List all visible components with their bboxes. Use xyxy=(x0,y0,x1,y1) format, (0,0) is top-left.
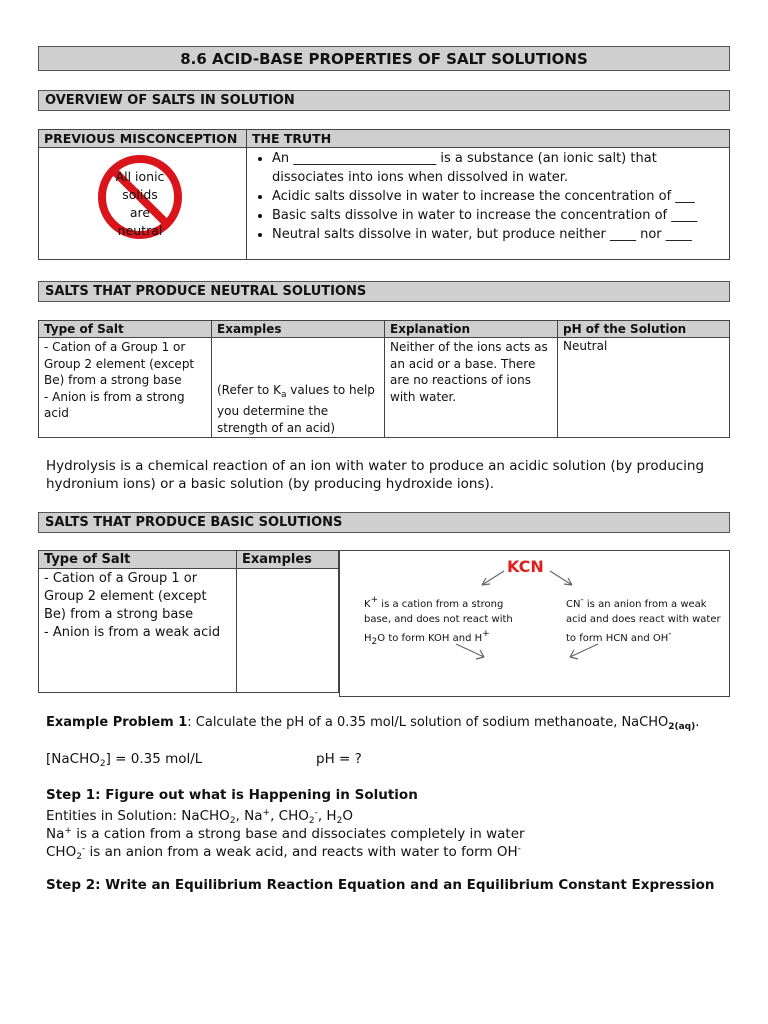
page-title: 8.6 ACID-BASE PROPERTIES OF SALT SOLUTIONS xyxy=(38,46,730,71)
given-concentration xyxy=(46,750,202,773)
examples-cell xyxy=(237,569,339,693)
col-header-examples: Examples xyxy=(237,551,339,569)
col-header-truth: THE TRUTH xyxy=(247,130,730,148)
col-header-explanation: Explanation xyxy=(385,321,558,338)
kcn-sup: - xyxy=(580,595,584,605)
arrow-left-down xyxy=(482,571,504,585)
kcn-sup: - xyxy=(668,629,672,639)
col-header-type: Type of Salt xyxy=(39,321,212,338)
examples-note: (Refer to K xyxy=(217,382,281,397)
examples-note: values to help you determine the strength of an acid) xyxy=(217,382,375,435)
entities-text: , H xyxy=(317,808,337,824)
basic-table xyxy=(38,550,339,693)
col-header-examples: Examples xyxy=(212,321,385,338)
type-cell xyxy=(39,569,237,693)
cho-sub: 2 xyxy=(76,852,82,862)
truth-cell xyxy=(247,148,730,260)
kcn-sup: + xyxy=(482,629,490,639)
na-sup: + xyxy=(64,826,72,836)
truth-item: • Acidic salts dissolve in water to increase the concentration of ___ xyxy=(272,187,724,206)
hydrolysis-definition: Hydrolysis is a chemical reaction of an ion with water to produce an acidic solution (by producing hydronium ions) or a basic solution (by producing hydroxide ions). xyxy=(46,458,705,492)
kcn-sup: + xyxy=(370,595,379,605)
truth-list xyxy=(252,149,724,244)
col-header-type: Type of Salt xyxy=(39,551,237,569)
given-text: ] = 0.35 mol/L xyxy=(105,751,203,767)
entities-sub: 2 xyxy=(336,816,343,826)
kcn-anion-note xyxy=(566,593,721,646)
na-text: is a cation from a strong base and dissociates completely in water xyxy=(71,826,525,842)
section-header-overview: OVERVIEW OF SALTS IN SOLUTION xyxy=(38,90,730,111)
entities-sup: - xyxy=(314,808,318,818)
methanoate-note xyxy=(46,840,521,866)
entities-text: , Na xyxy=(235,808,263,824)
type-line: - Cation of a Group 1 or Group 2 element (except Be) from a strong base xyxy=(44,571,207,622)
cho-text: is an anion from a weak acid, and reacts with water to form OH xyxy=(85,844,518,860)
kcn-text: O to form KOH and H xyxy=(377,633,483,644)
example-label: Example Problem 1 xyxy=(46,715,188,730)
cho-sup: - xyxy=(517,844,521,854)
na-text: Na xyxy=(46,826,65,842)
section-header-neutral: SALTS THAT PRODUCE NEUTRAL SOLUTIONS xyxy=(38,281,730,302)
misconception-line: are xyxy=(129,205,151,220)
arrow-right-up xyxy=(570,644,598,659)
examples-note-sub: a xyxy=(280,389,287,400)
arrow-right-down xyxy=(550,571,572,585)
misconception-line: solids xyxy=(122,187,158,202)
kcn-text: is an anion from a weak acid and does react with water to form HCN and OH xyxy=(566,599,721,644)
kcn-text: is a cation from a strong base, and does not react with H xyxy=(364,599,513,644)
type-line: - Anion is from a strong acid xyxy=(44,389,185,420)
misconception-cell xyxy=(39,148,247,260)
kcn-diagram xyxy=(339,550,730,697)
given-text: [NaCHO xyxy=(46,751,100,767)
type-line: - Anion is from a weak acid xyxy=(44,625,221,640)
col-header-ph: pH of the Solution xyxy=(558,321,730,338)
type-line: - Cation of a Group 1 or Group 2 element (except Be) from a strong base xyxy=(44,340,195,387)
entities-sub: 2 xyxy=(229,816,236,826)
col-header-misconception: PREVIOUS MISCONCEPTION xyxy=(39,130,247,148)
kcn-cation-note xyxy=(364,593,524,650)
example-text: . xyxy=(695,715,700,730)
example-text: : Calculate the pH of a 0.35 mol/L solution of sodium methanoate, NaCHO xyxy=(187,715,669,730)
kcn-text: CN xyxy=(566,599,581,610)
step2-label: Step 2 xyxy=(46,877,96,893)
explanation-cell: Neither of the ions acts as an acid or a base. There are no reactions of ions with water. xyxy=(385,338,558,438)
kcn-text: K xyxy=(364,599,371,610)
truth-item: • An ______________________ is a substance (an ionic salt) that dissociates into ions when dissolved in water. xyxy=(272,149,724,187)
step2-title: : Write an Equilibrium Reaction Equation and an Equilibrium Constant Expression xyxy=(95,877,715,893)
section-header-basic: SALTS THAT PRODUCE BASIC SOLUTIONS xyxy=(38,512,730,533)
misconception-line: All ionic xyxy=(115,169,165,184)
examples-cell xyxy=(212,338,385,438)
misconception-line: neutral xyxy=(117,223,163,238)
step1-title: : Figure out what is Happening in Solution xyxy=(95,787,418,803)
entities-text: , CHO xyxy=(270,808,309,824)
entities-sub: 2 xyxy=(308,816,315,826)
cho-sup: - xyxy=(81,844,86,854)
overview-table xyxy=(38,129,730,260)
unknown-ph: pH = ? xyxy=(316,751,362,767)
example-problem xyxy=(46,714,736,736)
step1-heading xyxy=(46,786,418,804)
kcn-title: KCN xyxy=(507,557,544,576)
misconception-text xyxy=(99,168,181,240)
given-sub: 2 xyxy=(99,759,106,769)
kcn-sub: 2 xyxy=(371,637,378,647)
truth-item: • Basic salts dissolve in water to increase the concentration of ____ xyxy=(272,206,724,225)
neutral-table xyxy=(38,320,730,438)
entities-text: Entities in Solution: NaCHO xyxy=(46,808,230,824)
entities-text: O xyxy=(342,808,353,824)
step1-label: Step 1 xyxy=(46,787,96,803)
truth-item: • Neutral salts dissolve in water, but produce neither ____ nor ____ xyxy=(272,225,724,244)
step2-heading xyxy=(46,876,715,894)
cho-text: CHO xyxy=(46,844,77,860)
type-cell xyxy=(39,338,212,438)
ph-cell: Neutral xyxy=(558,338,730,438)
example-sub: 2(aq) xyxy=(668,722,696,732)
entities-sup: + xyxy=(262,808,271,818)
